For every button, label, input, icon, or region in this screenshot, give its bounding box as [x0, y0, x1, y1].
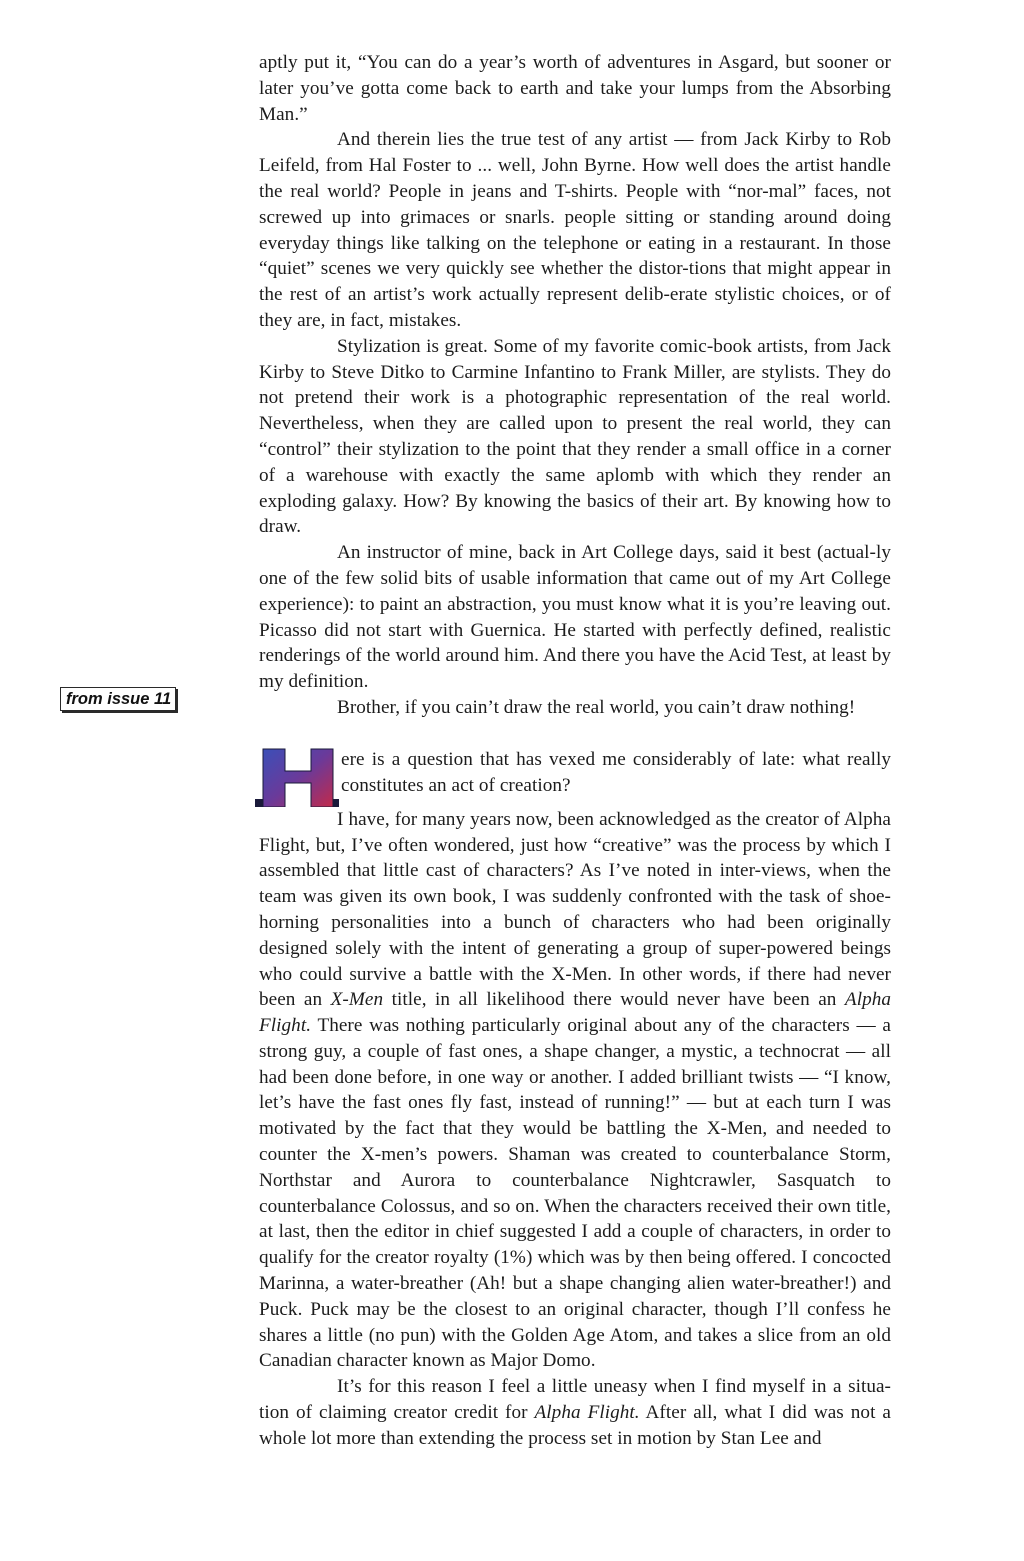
article-column [255, 50, 892, 1452]
opening-paragraph [255, 746, 891, 807]
text-run: title, in all likelihood there would never have been an [383, 989, 845, 1011]
drop-cap-letter: H [255, 746, 256, 748]
text-run: After all, what I did was not a whole lot more than extending the process set in motion by Stan Lee and [259, 1402, 891, 1449]
text-run: I have, for many years now, been acknowledged as the creator of Alpha Flight, but, I’ve often wondered, just how “creative” was the process by which I assembled that little cast of characters? As I’ve noted in inter-views, when the team was given its own book, I was suddenly confronted with the task of shoe-horning personalities into a bunch of characters who had been originally designed solely with the intent of generating a group of super-powered beings who could survive a battle with the X-Men. In other words, if there had never been an [259, 808, 891, 1011]
paragraph: aptly put it, “You can do a year’s worth of adventures in Asgard, but sooner or later you’ve gotta come back to earth and take your lumps from the Absorbing Man.” [259, 52, 891, 125]
paragraph: And therein lies the true test of any artist — from Jack Kirby to Rob Leifeld, from Hal Foster to ... well, John Byrne. How well does the artist handle the real world? People in jeans and T-shirts. People with “nor-mal” faces, not screwed up into grimaces or snarls. people sitting or standing around doing everyday things like talking on the telephone or eating in a restaurant. In those “quiet” scenes we very quickly see whether the distor-tions that might appear in the rest of an artist’s work actually represent delib-erate stylistic choices, or of they are, in fact, mistakes. [259, 129, 891, 331]
title-alpha-flight: Alpha Flight. [259, 989, 892, 1037]
paragraph [259, 1374, 891, 1451]
issue-label: from issue 11 [60, 687, 176, 711]
closing-line: Brother, if you cain’t draw the real world, you cain’t draw nothing! [337, 696, 856, 718]
paragraph: Stylization is great. Some of my favorite comic-book artists, from Jack Kirby to Steve Ditko to Carmine Infantino to Frank Miller, are stylists. They do not pretend their work is a photographic representation of the real world. Nevertheless, when they are called upon to present the real world, they can “control” their stylization to the point that they render a small office in a corner of a warehouse with exactly the same aplomb with which they render an exploding galaxy. How? By knowing the basics of their art. By knowing how to draw. [259, 335, 891, 538]
paragraph: An instructor of mine, back in Art College days, said it best (actual-ly one of the few solid bits of usable information that came out of my Art College experience): to paint an abstraction, you must know what it is you’re leaving out. Picasso did not start with Guernica. He started with perfectly defined, realistic renderings of the world around him. And there you have the Acid Test, at least by my definition. [259, 542, 891, 693]
paragraph [259, 807, 891, 1375]
title-xmen: X-Men [330, 989, 384, 1011]
drop-cap [255, 747, 339, 807]
opening-text: ere is a question that has vexed me considerably of late: what really constitutes an act of creation? [341, 748, 891, 796]
text-run: There was nothing particularly original about any of the characters — a strong guy, a couple of fast ones, a shape changer, a mystic, a technocrat — all had been done before, in one way or another. I added brilliant twists — “I know, let’s have the fast ones fly fast, instead of running!” — but at each turn I was motivated by the fact that they would be battling the X-Men, and needed to counter the X-men’s powers. Shaman was created to counterbalance Storm, Northstar and Aurora to counterbalance Nightcrawler, Sasquatch to counterbalance Colossus, and so on. When the characters received their own title, at last, then the editor in chief suggested I add a couple of characters, in order to qualify for the creator royalty (1%) which was by then being offered. I concocted Marinna, a water-breather (Ah! but a shape changing alien water-breather!) and Puck. Puck may be the closest to an original character, though I’ll confess he shares a little (no pun) with the Golden Age Atom, and takes a slice from an old Canadian character known as Major Domo. [259, 1015, 891, 1372]
text-run: It’s for this reason I feel a little uneasy when I find myself in a situa-tion of claiming creator credit for [259, 1376, 891, 1424]
title-alpha-flight: Alpha Flight. [534, 1402, 640, 1424]
drop-cap-graphic [255, 747, 339, 807]
